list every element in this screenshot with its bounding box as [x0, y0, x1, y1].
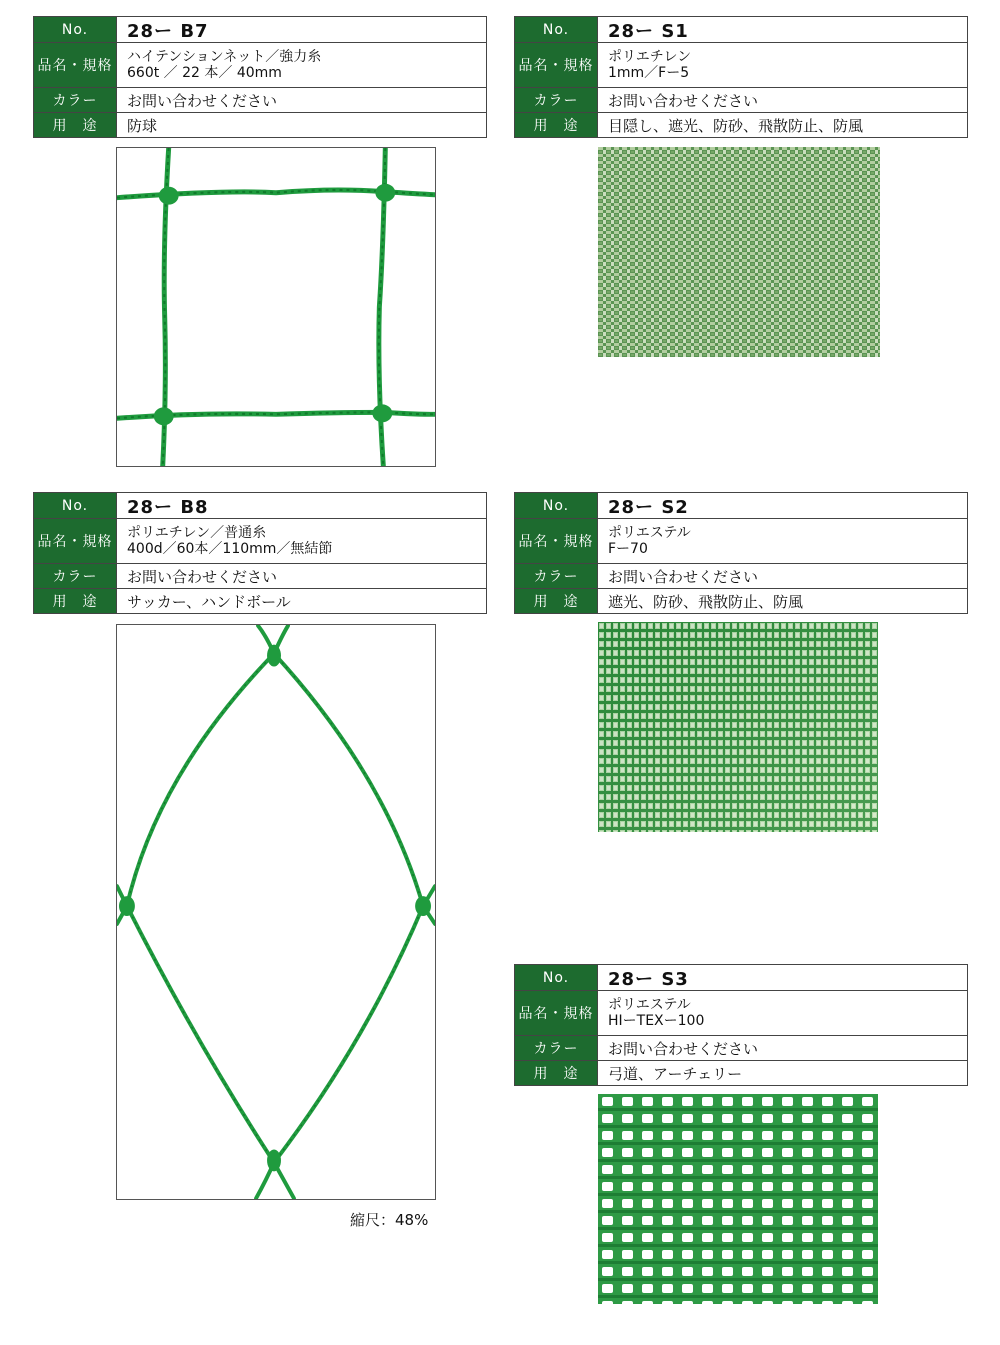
label-color: カラー	[515, 1036, 598, 1060]
product-use: 遮光、防砂、飛散防止、防風	[608, 592, 804, 611]
product-color: お問い合わせください	[608, 1039, 759, 1058]
product-color: お問い合わせください	[127, 567, 278, 586]
label-no: No.	[515, 493, 598, 518]
label-name: 品名・規格	[515, 519, 598, 563]
label-name: 品名・規格	[34, 519, 117, 563]
product-use: 弓道、アーチェリー	[608, 1064, 743, 1083]
product-spec: 1mm／Fー5	[608, 65, 690, 81]
product-number: 28ー S3	[608, 968, 689, 990]
product-number: 28ー B8	[127, 496, 209, 518]
product-name: ポリエステル	[608, 997, 691, 1013]
grid-mesh-texture	[598, 622, 878, 832]
product-use: サッカー、ハンドボール	[127, 592, 291, 611]
spec-table-s1	[514, 16, 968, 138]
product-use: 目隠し、遮光、防砂、飛散防止、防風	[608, 116, 864, 135]
label-color: カラー	[34, 88, 117, 112]
label-name: 品名・規格	[515, 991, 598, 1035]
spec-table-s2	[514, 492, 968, 614]
net-image-s2	[598, 622, 878, 832]
net-image-s1	[598, 147, 880, 357]
label-name: 品名・規格	[515, 43, 598, 87]
spec-table-b7	[33, 16, 487, 138]
label-color: カラー	[515, 564, 598, 588]
coarse-mesh-texture	[598, 1094, 878, 1304]
fine-mesh-texture	[598, 147, 880, 357]
label-no: No.	[34, 17, 117, 42]
product-spec: 660t ／ 22 本／ 40mm	[127, 65, 282, 81]
product-spec: 400d／60本／110mm／無結節	[127, 541, 333, 557]
product-name: ハイテンションネット／強力糸	[127, 49, 322, 65]
product-color: お問い合わせください	[127, 91, 278, 110]
spec-table-s3	[514, 964, 968, 1086]
net-image-s3	[598, 1094, 878, 1304]
product-number: 28ー S1	[608, 20, 689, 42]
product-number: 28ー B7	[127, 20, 209, 42]
label-use: 用 途	[515, 1061, 598, 1085]
product-name: ポリエチレン	[608, 49, 692, 65]
label-name: 品名・規格	[34, 43, 117, 87]
product-name: ポリエステル	[608, 525, 691, 541]
label-no: No.	[34, 493, 117, 518]
product-use: 防球	[127, 116, 158, 135]
label-no: No.	[515, 965, 598, 990]
product-spec: Fー70	[608, 541, 648, 557]
label-use: 用 途	[34, 113, 117, 137]
product-spec: HIーTEXー100	[608, 1013, 705, 1029]
product-color: お問い合わせください	[608, 567, 759, 586]
product-number: 28ー S2	[608, 496, 689, 518]
product-color: お問い合わせください	[608, 91, 759, 110]
label-use: 用 途	[515, 589, 598, 613]
product-name: ポリエチレン／普通糸	[127, 525, 267, 541]
knotted-net-illustration	[117, 148, 435, 466]
label-color: カラー	[34, 564, 117, 588]
knotless-net-illustration	[117, 625, 435, 1199]
net-image-b8	[116, 624, 436, 1200]
label-no: No.	[515, 17, 598, 42]
net-image-b7	[116, 147, 436, 467]
label-use: 用 途	[34, 589, 117, 613]
label-use: 用 途	[515, 113, 598, 137]
label-color: カラー	[515, 88, 598, 112]
spec-table-b8	[33, 492, 487, 614]
scale-note: 縮尺：48%	[350, 1211, 429, 1229]
